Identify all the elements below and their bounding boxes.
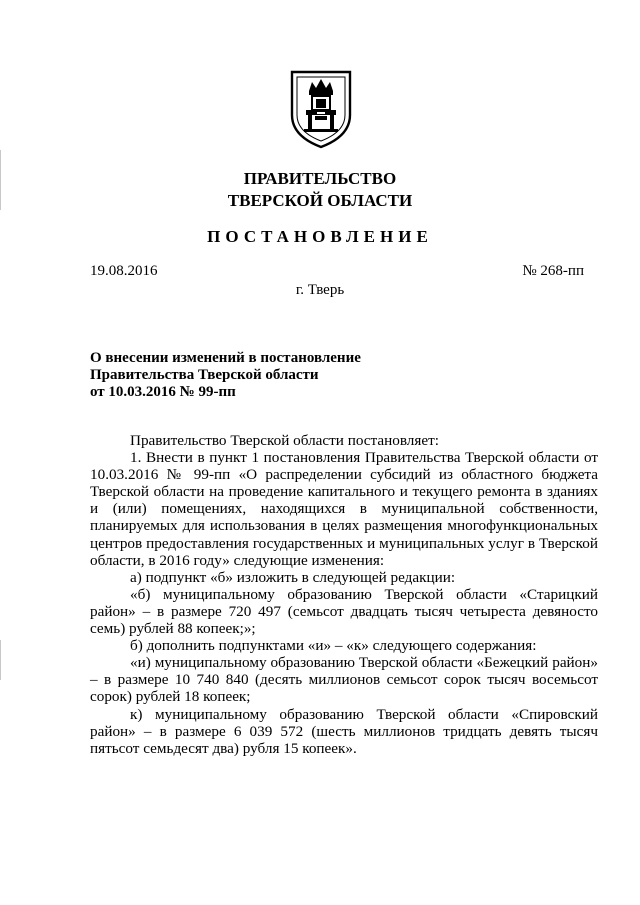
document-type: ПОСТАНОВЛЕНИЕ [207,227,433,246]
body-paragraph: 1. Внести в пункт 1 постановления Правительства Тверской области от 10.03.2016 № 99-пп «О распределении субсидий из областного бюджета Тверской области на проведение капитального и текущего ремонта в зданиях и (или) помещениях, находящихся в муниципальной собственности, планируемых для использования в целях размещения многофункциональных центров предоставления государственных и муниципальных услуг в Тверской области, в 2016 году» следующие изменения: [90,449,598,569]
body-paragraph: к) муниципальному образованию Тверской области «Спировский район» – в размере 6 039 572 (шесть миллионов тридцать девять тысяч пятьсот семьдесят два) рубля 15 копеек». [90,705,598,757]
body-paragraph: а) подпункт «б» изложить в следующей редакции: [130,568,456,586]
body-paragraph: «б) муниципальному образованию Тверской области «Старицкий район» – в размере 720 497 (семьсот двадцать тысяч четыреста девяносто семь) рублей 88 копеек;»; [90,585,598,638]
document-title [90,350,410,401]
body-paragraph: «и) муниципальному образованию Тверской области «Бежецкий район» – в размере 10 740 840 (десять миллионов семьсот сорок тысяч восемьсот сорок) рублей 18 копеек; [90,654,598,706]
organization-name [0,168,640,212]
body-paragraph: б) дополнить подпунктами «и» – «к» следующего содержания: [130,637,537,655]
org-line-1: ПРАВИТЕЛЬСТВО [243,169,397,188]
title-line-3: от 10.03.2016 № 99-пп [90,384,236,400]
title-line-2: Правительства Тверской области [90,367,319,383]
document-city: г. Тверь [295,282,345,298]
document-number: № 268-пп [522,263,584,279]
document-date: 19.08.2016 [90,263,158,279]
left-margin-mark [0,640,1,680]
coat-of-arms-icon [289,69,353,149]
org-line-2: ТВЕРСКОЙ ОБЛАСТИ [227,191,413,210]
title-line-1: О внесении изменений в постановление [90,350,361,366]
document-body [90,432,598,757]
body-paragraph: Правительство Тверской области постановляет: [130,432,439,449]
